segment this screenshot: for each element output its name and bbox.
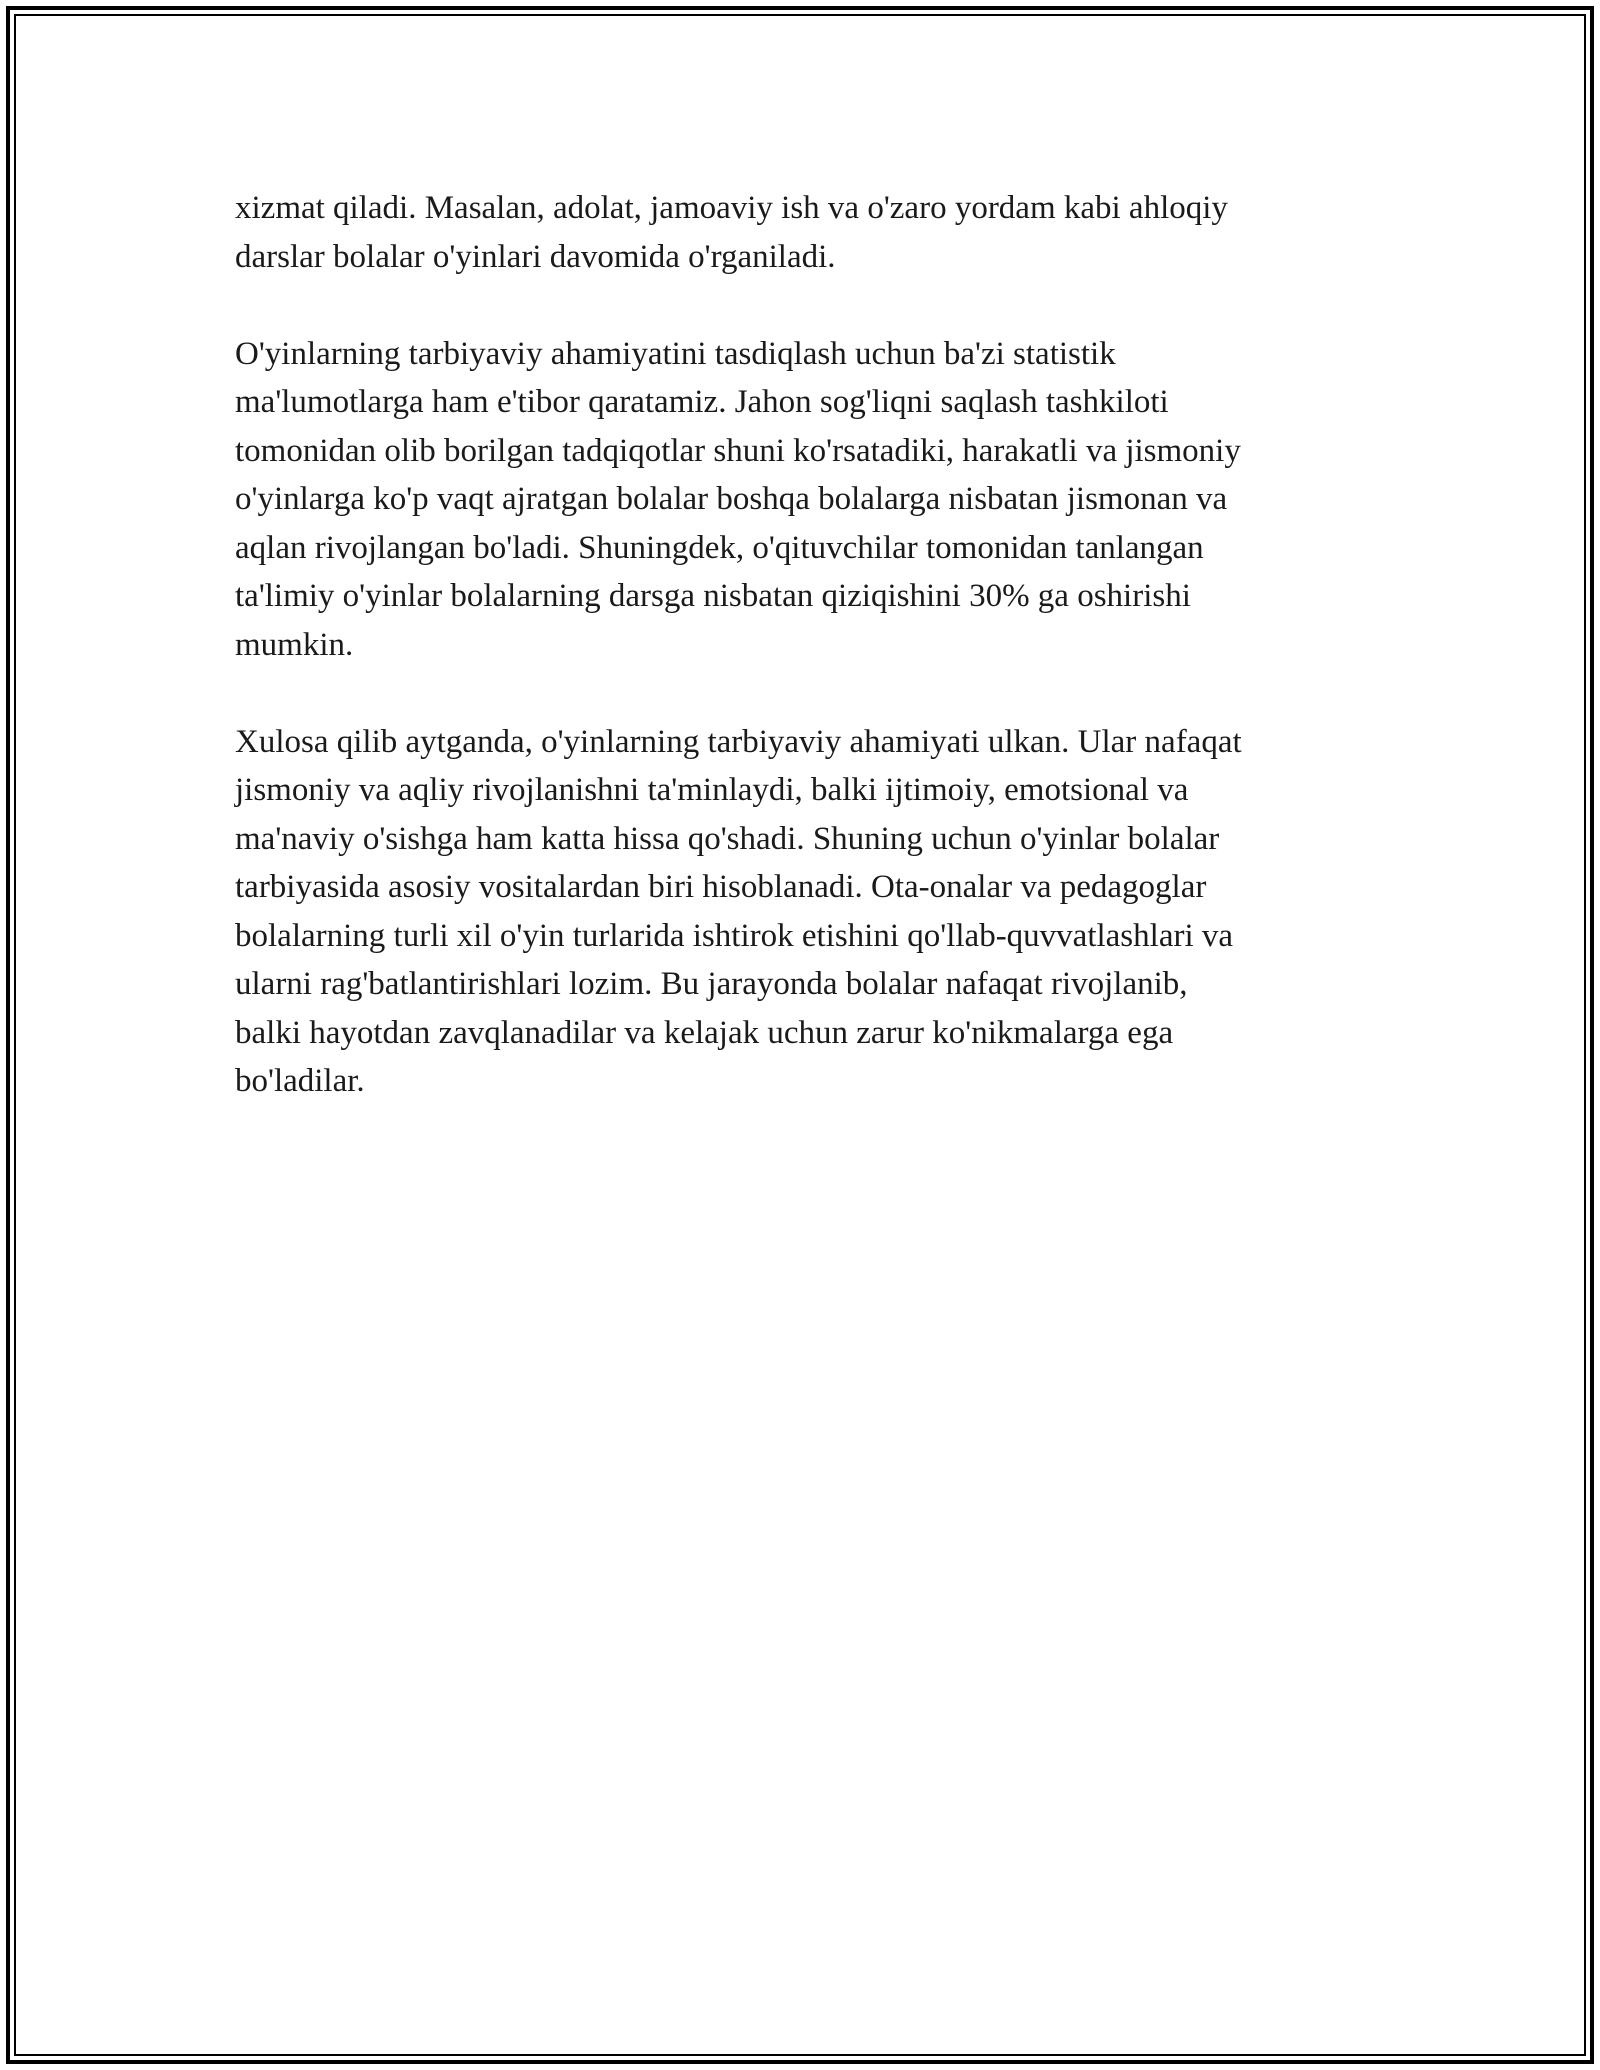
paragraph-3: Xulosa qilib aytganda, o'yinlarning tarbiyaviy ahamiyati ulkan. Ular nafaqat jismoniy va aqliy rivojlanishni ta'minlaydi, balki ijtimoiy, emotsional va ma'naviy o'sishga ham katta hissa qo'shadi. Shuning uchun o'yinlar bolalar tarbiyasida asosiy vositalardan biri hisoblanadi. Ota-onalar va pedagoglar bolalarning turli xil o'yin turlarida ishtirok etishini qo'llab-quvvatlashlari va ularni rag'batlantirishlari lozim. Bu jarayonda bolalar nafaqat rivojlanib, balki hayotdan zavqlanadilar va kelajak uchun zarur ko'nikmalarga ega bo'ladilar. [235,723,1242,1099]
paragraph-1: xizmat qiladi. Masalan, adolat, jamoaviy ish va o'zaro yordam kabi ahloqiy darslar bolalar o'yinlari davomida o'rganiladi. [235,190,1228,275]
paragraph-2: O'yinlarning tarbiyaviy ahamiyatini tasdiqlash uchun ba'zi statistik ma'lumotlarga ham e'tibor qaratamiz. Jahon sog'liqni saqlash tashkiloti tomonidan olib borilgan tadqiqotlar shuni ko'rsatadiki, harakatli va jismoniy o'yinlarga ko'p vaqt ajratgan bolalar boshqa bolalarga nisbatan jismonan va aqlan rivojlangan bo'ladi. Shuningdek, o'qituvchilar tomonidan tanlangan ta'limiy o'yinlar bolalarning darsga nisbatan qiziqishini 30% ga oshirishi mumkin. [235,335,1241,663]
document-body [235,184,1375,1154]
